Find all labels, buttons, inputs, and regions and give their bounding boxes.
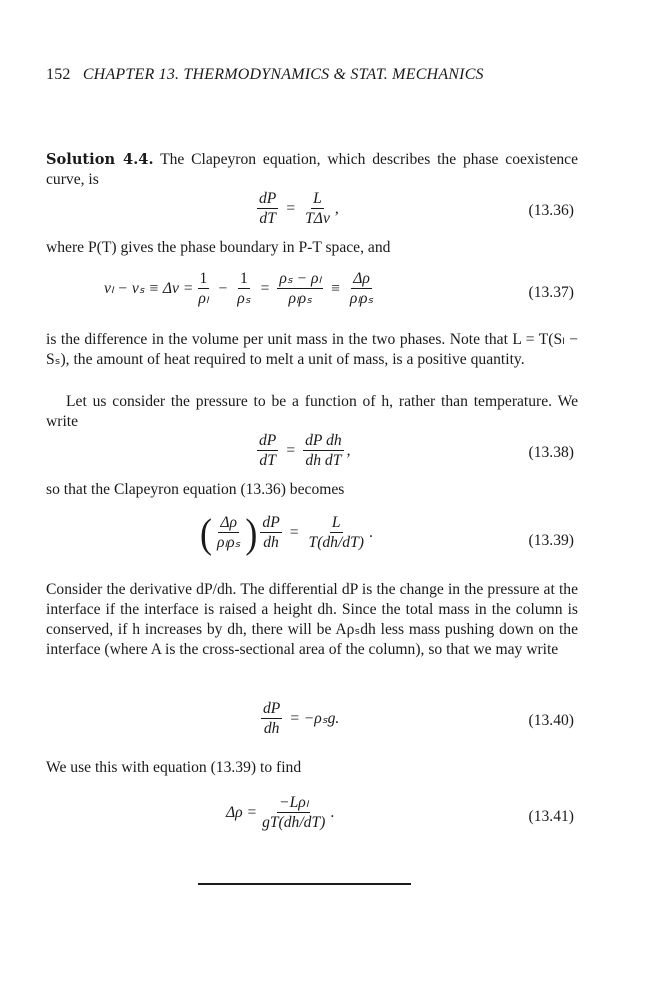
- equation-13-36: $\frac{dP}{dT}$ = $\frac{L}{\text{TΔv}}$ , (13.36): [259, 190, 574, 227]
- fraction: $\frac{dP}{dT}$: [259, 190, 277, 227]
- equation-number: (13.39): [528, 532, 574, 549]
- solution-label: Solution 4.4.: [46, 151, 154, 168]
- fraction: $\frac{1}{\text{ρₛ}}$: [237, 270, 251, 307]
- fraction: $\frac{dP}{dT}$: [259, 432, 277, 469]
- equation-13-38: $\frac{dP}{dT}$ = $\frac{\text{dP dh}}{\text{dh dT}}$ , (13.38): [259, 432, 574, 469]
- equation-number: (13.37): [528, 284, 574, 301]
- paragraph-becomes: so that the Clapeyron equation (13.36) becomes: [46, 481, 345, 498]
- fraction: $\frac{1}{\text{ρₗ}}$: [198, 270, 209, 307]
- paragraph-derivative: Consider the derivative dP/dh. The differential dP is the change in the pressure at the interface if the interface is raised a height dh. Since the total mass in the column is conserved, if h increases by dh, there will be Aρₛdh less mass pushing down on the interface (where A is the cross-sectional area of the column), so that we may write: [46, 581, 578, 658]
- equation-13-39: ( $\frac{\Delta\rho}{\text{ρₗρₛ}}$ ) $\frac{dP}{dh}$ = $\frac{L}{T(dh/dT)}$ . (13.39): [200, 509, 574, 556]
- page-number: 152: [46, 66, 71, 83]
- running-head: [46, 66, 606, 84]
- solution-intro-text: The Clapeyron equation, which describes the phase coexistence curve, is: [46, 151, 579, 188]
- equation-number: (13.36): [528, 202, 574, 219]
- fraction: $\frac{\text{dP dh}}{\text{dh dT}}$: [305, 432, 342, 469]
- fraction: $\frac{dP}{dh}$: [262, 514, 280, 551]
- paragraph-use-this: We use this with equation (13.39) to find: [46, 759, 302, 776]
- equation-number: (13.41): [528, 808, 574, 825]
- paragraph-pressure-function: Let us consider the pressure to be a function of h, rather than temperature. We write: [46, 393, 578, 430]
- paragraph-phase-boundary: where P(T) gives the phase boundary in P-T space, and: [46, 239, 391, 256]
- paragraph-volume-difference: is the difference in the volume per unit mass in the two phases. Note that L = T(Sₗ − Sₛ), the amount of heat required to melt a unit of mass, is a positive quantity.: [46, 331, 578, 368]
- equation-13-41: Δρ = $\frac{\text{−Lρₗ}}{gT(dh/dT)}$ . (13.41): [226, 794, 574, 831]
- equation-number: (13.40): [528, 712, 574, 729]
- fraction: $\frac{\text{ρₛ − ρₗ}}{\text{ρₗρₛ}}$: [279, 270, 322, 307]
- equation-13-37: vₗ − vₛ ≡ Δv = $\frac{1}{\text{ρₗ}}$ − $\frac{1}{\text{ρₛ}}$ = $\frac{\text{ρₛ − ρₗ}}{\text{ρₗρₛ}}$ ≡ $\frac{\Delta\rho}{\text{ρₗρₛ}}$ (13.37): [104, 270, 574, 307]
- fraction: $\frac{\Delta\rho}{\text{ρₗρₛ}}$: [217, 514, 241, 551]
- equation-number: (13.38): [528, 444, 574, 461]
- chapter-title: CHAPTER 13. THERMODYNAMICS & STAT. MECHANICS: [82, 66, 484, 83]
- fraction: $\frac{dP}{dh}$: [263, 700, 281, 737]
- fraction: $\frac{\text{−Lρₗ}}{gT(dh/dT)}$: [262, 794, 326, 831]
- equation-13-40: $\frac{dP}{dh}$ = −ρₛg. (13.40): [263, 700, 574, 737]
- paragraph-solution-intro: [46, 150, 578, 190]
- end-of-solution-rule: [198, 883, 411, 885]
- fraction: $\frac{L}{\text{TΔv}}$: [305, 190, 330, 227]
- fraction: $\frac{L}{T(dh/dT)}$: [308, 514, 364, 551]
- fraction: $\frac{\Delta\rho}{\text{ρₗρₛ}}$: [349, 270, 374, 307]
